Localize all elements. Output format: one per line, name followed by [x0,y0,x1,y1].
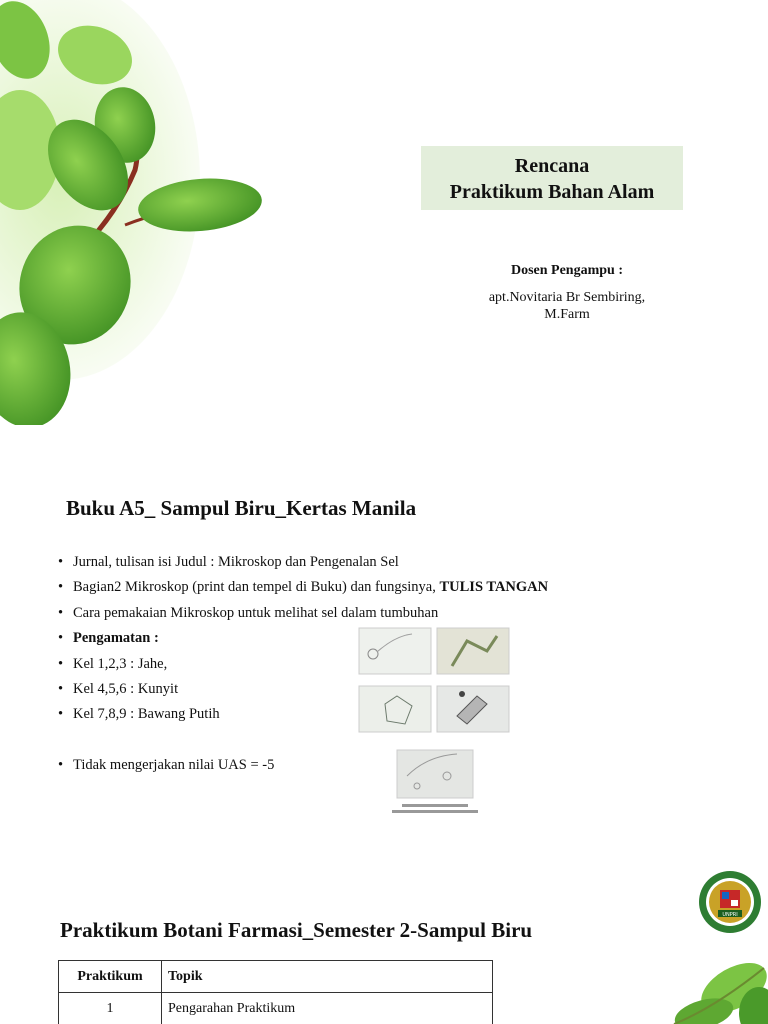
mint-leaf-illustration [0,0,280,425]
lecturer-block [460,262,674,323]
university-logo-icon [698,870,762,934]
leaf-corner-decoration [664,948,768,1024]
presentation-title [421,146,683,210]
slide-title [0,0,768,430]
table-row [59,993,493,1024]
table-header-row [59,961,493,993]
bullet-item: • Cara pemakaian Mikroskop untuk melihat sel dalam tumbuhan [58,601,658,626]
logo-text: UNPRI [722,912,738,918]
bullet-item: • Kel 1,2,3 : Jahe, [58,652,658,677]
cell-number: 1 [59,993,162,1024]
header-praktikum: Praktikum [59,961,162,993]
slide-title: Praktikum Botani Farmasi_Semester 2-Sampul Biru [60,918,533,942]
slide-book-instructions [0,470,768,830]
bullet-item: • Bagian2 Mikroskop (print dan tempel di Buku) dan fungsinya, TULIS TANGAN [58,575,658,600]
microscope-images [357,626,513,816]
lecturer-name-line-1: apt.Novitaria Br Sembiring, [488,290,646,305]
cell-topic: Pengarahan Praktikum [162,993,493,1024]
title-line-1: Rencana [514,155,590,177]
lecturer-label: Dosen Pengampu : [510,263,623,278]
bullet-item: • Tidak mengerjakan nilai UAS = -5 [58,753,658,778]
slide-title: Buku A5_ Sampul Biru_Kertas Manila [66,496,417,520]
bullet-item: • Kel 7,8,9 : Bawang Putih [58,702,658,727]
bullet-item: • Pengamatan : [58,626,658,651]
title-line-2: Praktikum Bahan Alam [449,181,655,203]
slide-practicum-schedule [0,860,768,1024]
lecturer-name-line-2: M.Farm [544,307,590,322]
bullet-item: • Jurnal, tulisan isi Judul : Mikroskop dan Pengenalan Sel [58,550,658,575]
header-topik: Topik [162,961,493,993]
practicum-table [58,960,493,1024]
bullet-item: • Kel 4,5,6 : Kunyit [58,677,658,702]
